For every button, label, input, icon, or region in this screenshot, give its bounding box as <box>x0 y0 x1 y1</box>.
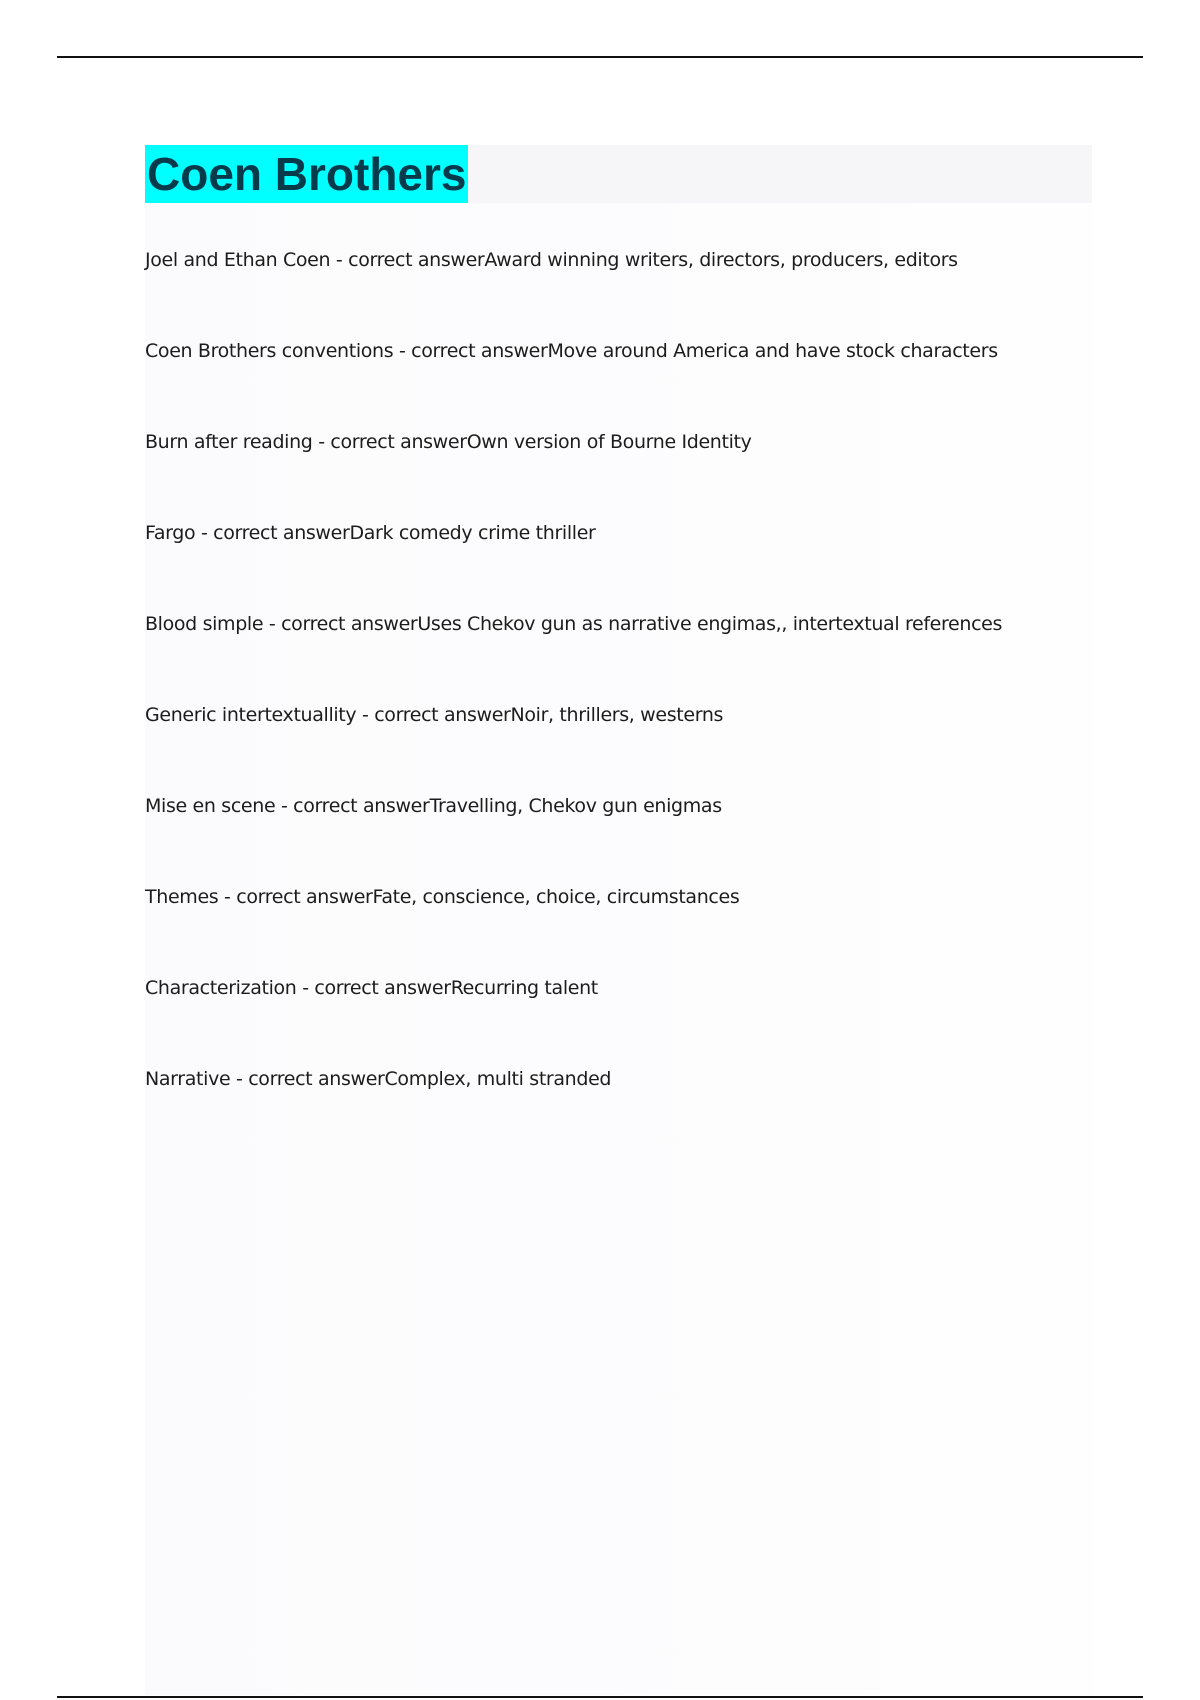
qa-term: Coen Brothers conventions <box>145 340 394 362</box>
qa-item <box>145 428 1092 519</box>
qa-separator: - correct answer <box>275 795 430 817</box>
qa-item <box>145 792 1092 883</box>
qa-answer: Noir, thrillers, westerns <box>510 704 724 726</box>
qa-item <box>145 337 1092 428</box>
qa-term: Narrative <box>145 1068 231 1090</box>
qa-separator: - correct answer <box>230 1068 385 1090</box>
qa-term: Joel and Ethan Coen <box>145 249 331 271</box>
qa-answer: Travelling, Chekov gun enigmas <box>429 795 722 817</box>
qa-term: Burn after reading <box>145 431 313 453</box>
qa-item <box>145 519 1092 610</box>
qa-separator: - correct answer <box>330 249 485 271</box>
qa-separator: - correct answer <box>393 340 548 362</box>
qa-separator: - correct answer <box>263 613 418 635</box>
qa-separator: - correct answer <box>296 977 451 999</box>
qa-separator: - correct answer <box>312 431 467 453</box>
page-top-rule <box>57 56 1143 58</box>
qa-item <box>145 701 1092 792</box>
qa-list <box>145 246 1092 1156</box>
page-bottom-rule <box>57 1696 1143 1698</box>
qa-item <box>145 974 1092 1065</box>
qa-separator: - correct answer <box>195 522 350 544</box>
document-title: Coen Brothers <box>145 145 468 203</box>
qa-answer: Dark comedy crime thriller <box>349 522 596 544</box>
qa-item <box>145 610 1092 701</box>
qa-answer: Fate, conscience, choice, circumstances <box>372 886 740 908</box>
qa-term: Characterization <box>145 977 297 999</box>
qa-answer: Award winning writers, directors, producers, editors <box>484 249 958 271</box>
qa-item <box>145 883 1092 974</box>
qa-answer: Complex, multi stranded <box>384 1068 612 1090</box>
qa-separator: - correct answer <box>218 886 373 908</box>
qa-term: Fargo <box>145 522 196 544</box>
qa-item <box>145 1065 1092 1156</box>
qa-answer: Own version of Bourne Identity <box>466 431 752 453</box>
qa-item <box>145 246 1092 337</box>
qa-answer: Uses Chekov gun as narrative engimas,, intertextual references <box>417 613 1003 635</box>
qa-term: Generic intertextuallity <box>145 704 357 726</box>
qa-term: Themes <box>145 886 219 908</box>
qa-term: Blood simple <box>145 613 264 635</box>
qa-answer: Recurring talent <box>450 977 598 999</box>
qa-separator: - correct answer <box>356 704 511 726</box>
qa-answer: Move around America and have stock characters <box>547 340 998 362</box>
qa-term: Mise en scene <box>145 795 276 817</box>
